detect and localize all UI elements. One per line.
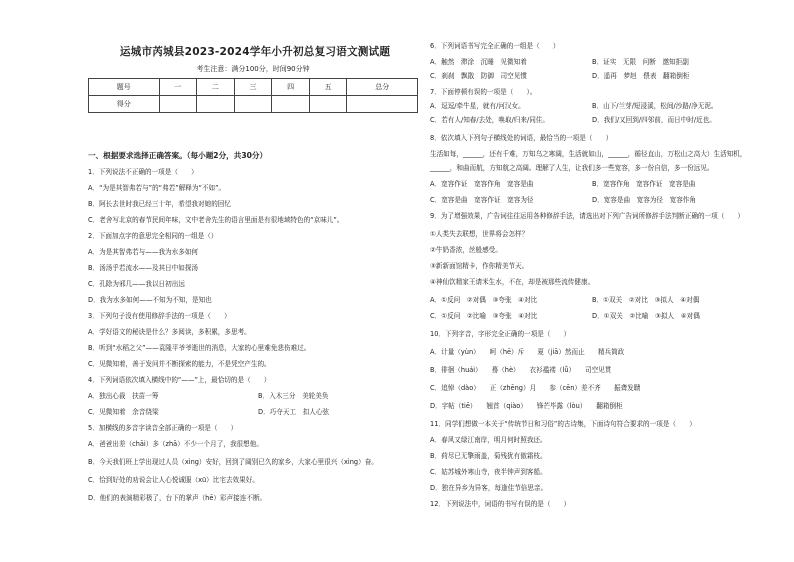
option: C．刹刹 飘散 防御 司空见惯 <box>430 72 527 80</box>
score-table-score-row <box>89 96 418 113</box>
option: B．证实 无限 问断 邀知拒副 <box>592 58 689 66</box>
question-line: A．爸爸出差（chāi）多（zhā）不少一个月了，我很想他。 <box>88 440 263 448</box>
question-line: ③新新面馆精卡，作你精美节天。 <box>430 262 529 270</box>
option: D．宽容是曲 宽容为径 宽容作角 <box>592 196 696 204</box>
option: B．入木三分 美轮美奂 <box>258 392 329 400</box>
option: B．宽容作角 宽容作证 宽容是曲 <box>592 180 696 188</box>
question-line: ①人类失去联想，世界将会怎样？ <box>430 230 529 238</box>
option: B．①双关 ②对比 ③拟人 ④对偶 <box>592 296 700 304</box>
question-line: ②牛奶香浓，丝般感受。 <box>430 246 502 254</box>
score-cell: 题号 <box>89 79 160 96</box>
option: A．独出心裁 扶苗一筹 <box>88 392 159 400</box>
question-line: 12．下列说法中，词语的书写有误的是（ ） <box>430 500 571 508</box>
option: A．计量（yùn） 呵（hē）斥 夏（jiā）然而止 精兵简政 <box>430 348 625 356</box>
question-line: C．见微知着，善于发问并不断探索的能力，不是凭空产生的。 <box>88 360 271 368</box>
question-line: D．我为水多如何——不知为不知，是知也 <box>88 296 212 304</box>
option: C．见微知着 余音绕梁 <box>88 408 159 416</box>
option: C．若有人/知春/去处，唤取/归来/同住。 <box>430 116 549 124</box>
question-line: ______，和曲而航，方知航之高阔。理解了人生，让我们多一些宽容，多一份自信，多一份远见。 <box>430 164 714 172</box>
option: D．字帖（tiē） 翘首（qiào） 锋芒毕露（lòu） 翻箱倒柜 <box>430 402 623 410</box>
score-cell: 四 <box>272 79 310 96</box>
score-table <box>88 78 418 113</box>
question-line: C．老舍写北京的春节民间年味，文中老舍先生的语言里面是有很地域特色的“京味儿”。 <box>88 216 344 224</box>
question-line: 9．为了增强效果，广告词往往运用各种修辞手法，请选出对下列广告词所修辞手法判断正确的一项（ ） <box>430 212 745 220</box>
question-line: C．姑苏城外寒山寺，夜半钟声到客船。 <box>430 468 547 476</box>
score-blank <box>309 96 347 113</box>
score-cell: 三 <box>234 79 272 96</box>
question-line: 5．加横线的多音字读音全部正确的一项是（ ） <box>88 424 238 432</box>
score-blank <box>272 96 310 113</box>
score-table-header-row <box>89 79 418 96</box>
question-line: 8．依次填入下列句子横线处的词语，最恰当的一项是（ ） <box>430 134 613 142</box>
question-line: B．听到“水稻之父”——袁隆平爷爷逝世的消息，大家的心里难免悲伤难过。 <box>88 344 311 352</box>
option: A．宽容作证 宽容作角 宽容是曲 <box>430 180 534 188</box>
option: D．巧夺天工 扣人心弦 <box>258 408 330 416</box>
question-line: B．汤汤乎若流水——及其日中如探汤 <box>88 264 199 272</box>
question-line: D．独在异乡为异客，每逢佳节倍思亲。 <box>430 484 548 492</box>
question-line: 1．下列说法不正确的一项是（ ） <box>88 168 198 176</box>
option: A．①反问 ②对偶 ③夸张 ④对比 <box>430 296 538 304</box>
question-line: C．恰到好处的劝说会让人心悦诚服（xū）比宅去效果好。 <box>88 476 259 484</box>
question-line: D．他们的表演精彩极了，台下的掌声（hē）彩声接连不断。 <box>88 494 267 502</box>
question-line: 4．下列词语依次填入横线中的“——”上，最恰切的是（ ） <box>88 376 271 384</box>
question-line: C．孔除为邪几——我以日初出远 <box>88 280 185 288</box>
question-line: 2．下面加点字的意思完全相同的一组是（） <box>88 232 218 240</box>
exam-title: 运城市芮城县2023-2024学年小升初总复习语文测试题 <box>119 46 391 58</box>
score-cell: 得分 <box>89 96 160 113</box>
section-heading: 一、根据要求选择正确答案。（每小题2分，共30分） <box>88 151 268 160</box>
score-cell: 一 <box>159 79 197 96</box>
option: D．我们/又回到/四邻前，而日中时/近也。 <box>592 116 716 124</box>
option: B．徘徊（huái） 蓦（hè） 衣衫褴褛（lǚ） 司空见贯 <box>430 366 612 374</box>
question-line: B．荷尽已无擎雨盖，菊残犹有傲霜枝。 <box>430 452 547 460</box>
question-line: A．为是其智弗若与——我为水多如何 <box>88 248 199 256</box>
exam-notice: 考生注意：满分100分，时间90分钟 <box>196 65 310 73</box>
question-line: A．学好语文的秘诀是什么？多阅读，多积累，多思考。 <box>88 328 251 336</box>
question-line: 11．同学们想做一本关于“传统节日和习俗”的古诗集，下面诗句符合要求的一项是（ ） <box>430 420 696 428</box>
question-line: ④神仙饮精家王请米生水，不在，却是被那些流传健康。 <box>430 278 595 286</box>
option: C．追悼（dào） 正（zhēng）月 参（cēn）差不齐 振聋发聩 <box>430 384 641 392</box>
score-blank <box>234 96 272 113</box>
option: D．①双关 ②比喻 ③拟人 ④对偶 <box>592 312 700 320</box>
question-line: 6．下列词语书写完全正确的一组是（ ） <box>430 42 560 50</box>
score-blank <box>197 96 235 113</box>
score-cell: 五 <box>309 79 347 96</box>
question-line: 生活如每，______，还有千难，万知乌之寒阔，生活就如山，______，循径直山，万松山之高大）生活知机， <box>430 150 747 158</box>
option: B．山下/兰芽/短浸溪，松间/沙路/净无泥。 <box>592 102 718 110</box>
option: C．宽容是曲 宽容作证 宽容为径 <box>430 196 534 204</box>
question-line: 7．下面停顿有误的一项是（ ）。 <box>430 88 537 96</box>
question-line: B．阿长去世时我已经三十年，希望我对她的回忆 <box>88 200 231 208</box>
score-cell: 总分 <box>347 79 418 96</box>
option: C．①反问 ②比喻 ③夸张 ④对比 <box>430 312 538 320</box>
option: A．逗逗/牵牛星，就有/河汉女。 <box>430 102 525 110</box>
question-line: A．“为是其智弗若与”的“弗若”解释为“不如”。 <box>88 184 226 192</box>
question-line: B．今天我们班上学出现过人员（xìng）安好，回到了阔别已久的家乡，大家心里很兴（xìng）奋。 <box>88 458 378 466</box>
option: D．遥再 梦赳 偎表 翻箱倒柜 <box>592 72 690 80</box>
score-blank <box>159 96 197 113</box>
question-line: A．春风又绿江南岸，明月何时照我还。 <box>430 436 547 444</box>
question-line: 3．下列句子没有使用修辞手法的一项是（ ） <box>88 312 231 320</box>
score-cell: 二 <box>197 79 235 96</box>
score-blank <box>347 96 418 113</box>
option: A．触然 滞涂 沉睡 见微知着 <box>430 58 527 66</box>
question-line: 10．下列字音，字形完全正确的一项是（ ） <box>430 330 571 338</box>
